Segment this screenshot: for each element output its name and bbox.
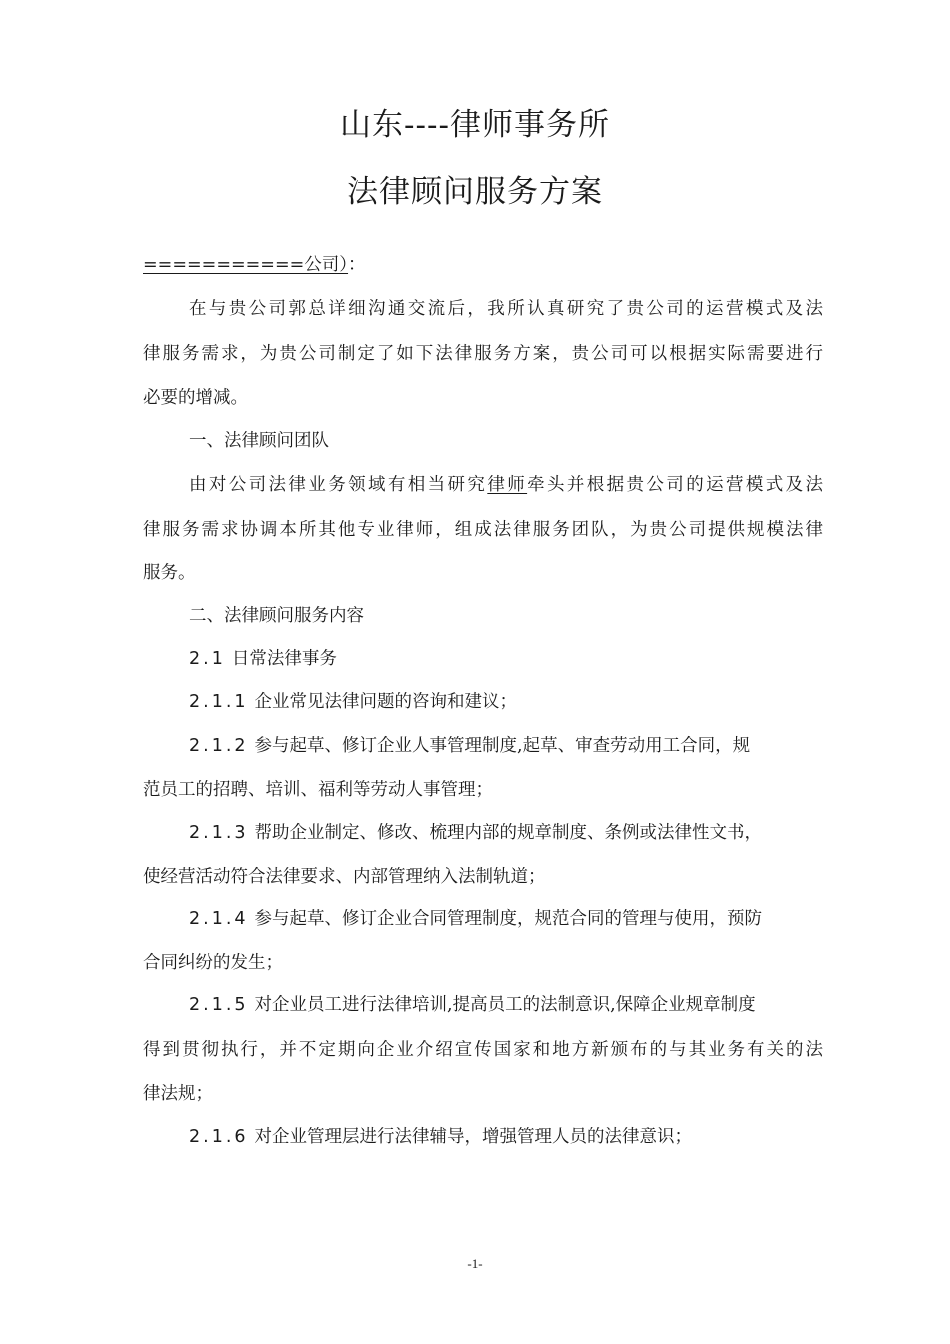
team-paragraph-line: 服务。: [143, 563, 196, 583]
item-2-1: [189, 647, 869, 671]
intro-line: 律服务需求，为贵公司制定了如下法律服务方案，贵公司可以根据实际需要进行: [143, 344, 823, 364]
intro-line: 必要的增减。: [143, 388, 248, 408]
item-2-1-1: [189, 690, 869, 714]
item-text: 参与起草、修订企业人事管理制度,起草、审查劳动用工合同，规: [254, 736, 751, 756]
item-continuation: 合同纠纷的发生；: [143, 953, 283, 973]
item-2-1-6: [189, 1125, 869, 1149]
item-text: 对企业管理层进行法律辅导，增强管理人员的法律意识；: [254, 1127, 693, 1147]
page-number: -1-: [467, 1256, 483, 1271]
item-number: 2.1.1: [189, 692, 249, 712]
item-number: 2.1.2: [189, 736, 249, 756]
team-paragraph-line: 律服务需求协调本所其他专业律师，组成法律服务团队，为贵公司提供规模法律: [143, 520, 823, 540]
item-continuation: 范员工的招聘、培训、福利等劳动人事管理；: [143, 780, 493, 800]
lawyer-link: 律师: [487, 475, 528, 495]
item-continuation: 使经营活动符合法律要求、内部管理纳入法制轨道；: [143, 867, 546, 887]
item-2-1-5: [189, 993, 869, 1017]
item-continuation: 得到贯彻执行，并不定期向企业介绍宣传国家和地方新颁布的与其业务有关的法: [143, 1040, 823, 1060]
firm-title: 山东----律师事务所: [340, 107, 610, 143]
item-text: 帮助企业制定、修改、梳理内部的规章制度、条例或法律性文书，: [254, 823, 763, 843]
item-number: 2.1.6: [189, 1127, 249, 1147]
item-2-1-2: [189, 734, 869, 758]
team-paragraph-line: [189, 473, 823, 497]
section-heading-services: 二、法律顾问服务内容: [189, 606, 364, 626]
item-text: 对企业员工进行法律培训,提高员工的法制意识,保障企业规章制度: [254, 995, 756, 1015]
intro-line: 在与贵公司郭总详细沟通交流后，我所认真研究了贵公司的运营模式及法: [189, 299, 823, 319]
item-number: 2.1: [189, 649, 226, 669]
item-number: 2.1.3: [189, 823, 249, 843]
salutation: [143, 253, 823, 277]
section-heading-team: 一、法律顾问团队: [189, 431, 329, 451]
item-continuation: 律法规；: [143, 1084, 213, 1104]
document-title: 法律顾问服务方案: [347, 174, 603, 210]
item-text: 企业常见法律问题的咨询和建议；: [254, 692, 518, 712]
salutation-colon: ：: [348, 255, 366, 275]
team-text-a: 由对公司法律业务领域有相当研究: [189, 475, 488, 495]
item-text: 参与起草、修订企业合同管理制度，规范合同的管理与使用，预防: [254, 909, 763, 929]
item-number: 2.1.4: [189, 909, 249, 929]
item-text: 日常法律事务: [231, 649, 337, 669]
salutation-company: ===========公司）: [143, 255, 349, 275]
item-number: 2.1.5: [189, 995, 249, 1015]
team-text-b: 牵头并根据贵公司的运营模式及法: [527, 475, 824, 495]
item-2-1-3: [189, 821, 869, 845]
item-2-1-4: [189, 907, 869, 931]
